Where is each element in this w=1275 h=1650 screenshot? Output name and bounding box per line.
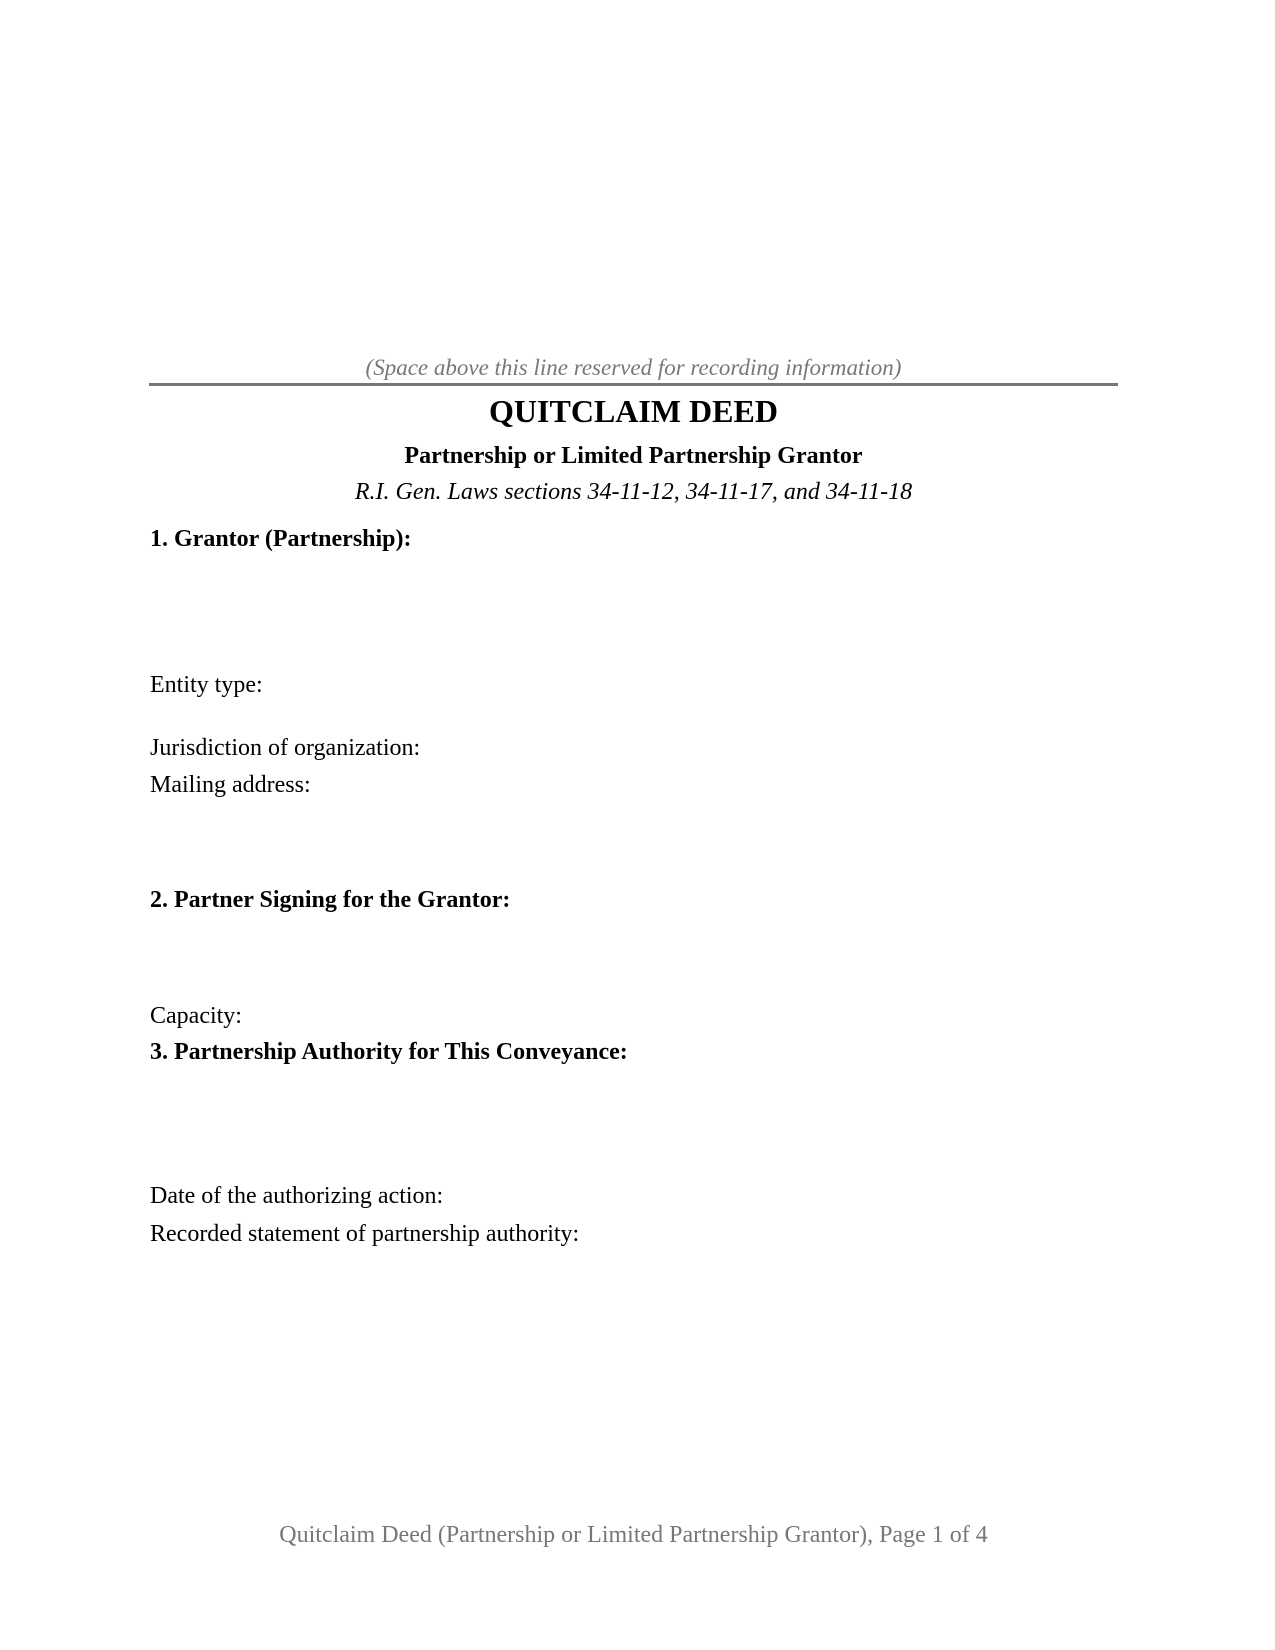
recorded-statement-label: Recorded statement of partnership authority: xyxy=(150,1221,580,1247)
capacity-label: Capacity: xyxy=(150,1003,242,1029)
section-2-heading: 2. Partner Signing for the Grantor: xyxy=(150,887,511,913)
section-1-heading: 1. Grantor (Partnership): xyxy=(150,526,412,552)
recording-space-note: (Space above this line reserved for recording information) xyxy=(365,355,902,380)
jurisdiction-label: Jurisdiction of organization: xyxy=(150,735,421,761)
authorizing-date-label: Date of the authorizing action: xyxy=(150,1183,444,1209)
recording-divider-line xyxy=(149,383,1118,386)
section-3-heading: 3. Partnership Authority for This Conveyance: xyxy=(150,1039,628,1065)
entity-type-label: Entity type: xyxy=(150,672,263,698)
page-footer: Quitclaim Deed (Partnership or Limited Partnership Grantor), Page 1 of 4 xyxy=(279,1522,988,1548)
mailing-address-label: Mailing address: xyxy=(150,772,311,798)
document-subtitle: Partnership or Limited Partnership Grantor xyxy=(404,443,863,469)
document-title: QUITCLAIM DEED xyxy=(489,393,778,429)
statute-citation: R.I. Gen. Laws sections 34-11-12, 34-11-17, and 34-11-18 xyxy=(354,479,913,505)
